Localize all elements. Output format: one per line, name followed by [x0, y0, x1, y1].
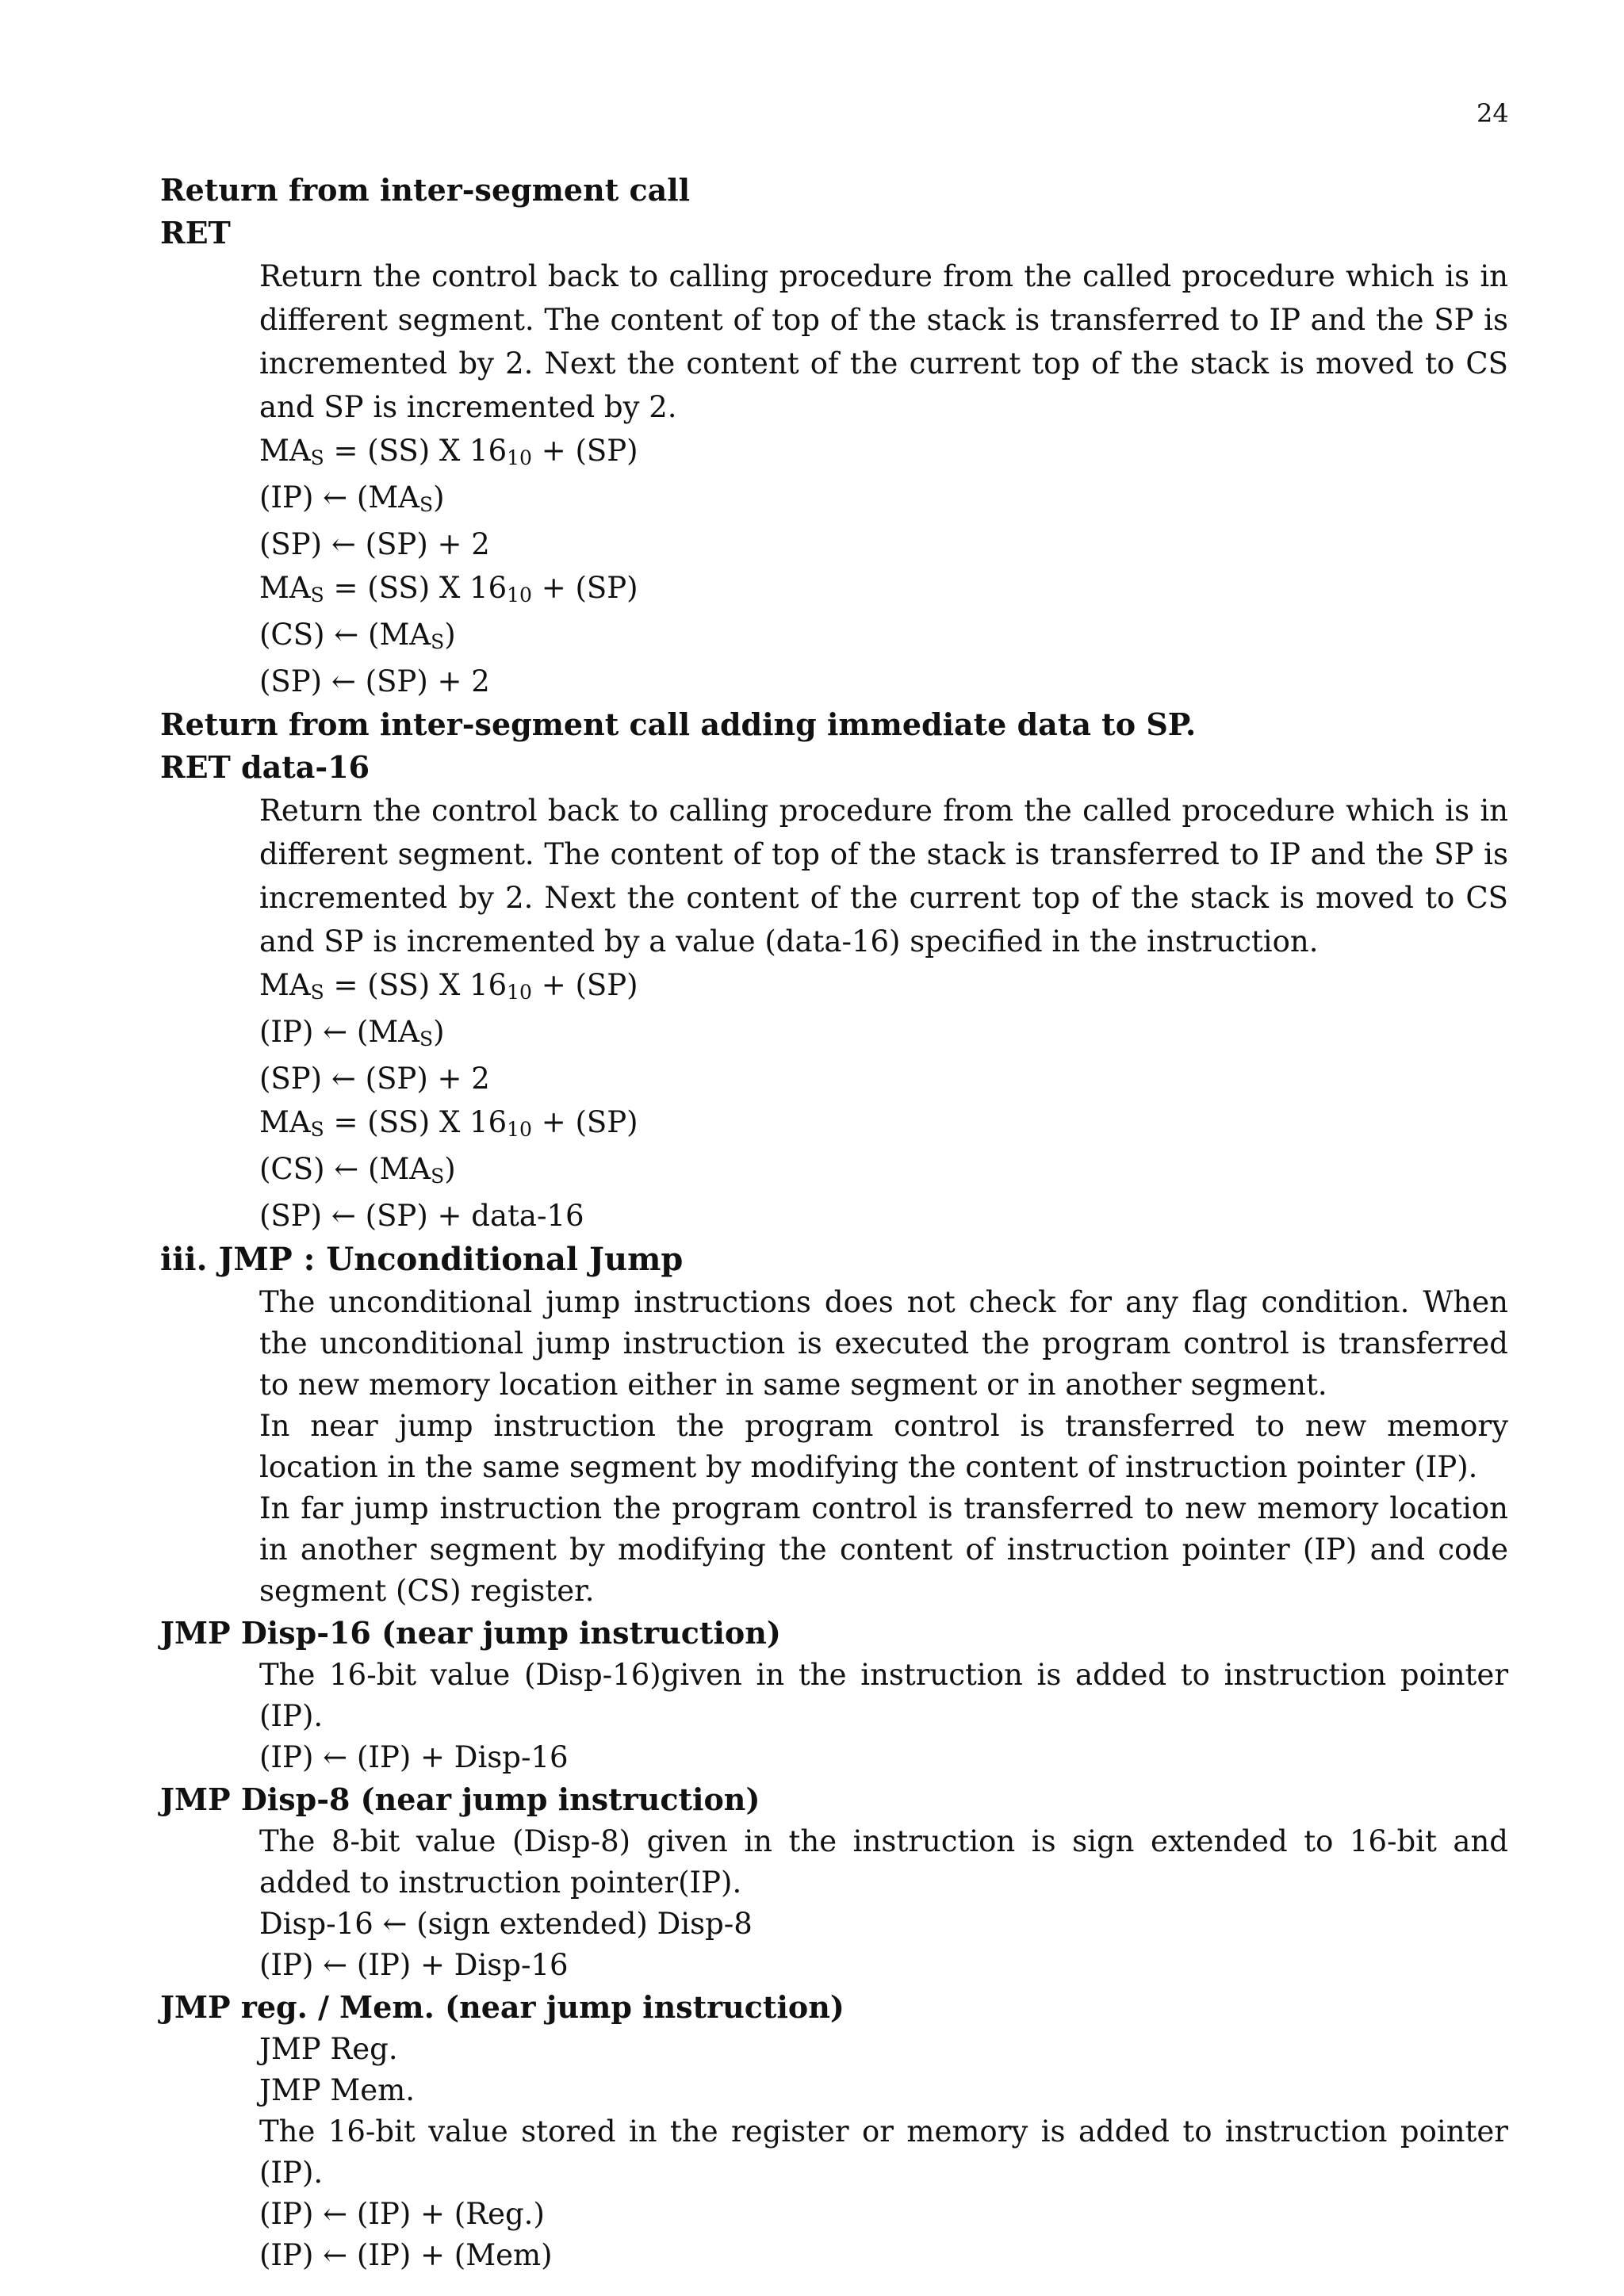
jmp-reg-mem-body — [160, 2029, 1508, 2276]
ret-data-eq-1: MAS = (SS) X 1610 + (SP) — [259, 968, 638, 1004]
jmp-disp16-eq-1: (IP) ← (IP) + Disp-16 — [259, 1740, 569, 1774]
ret-data-eq-4: MAS = (SS) X 1610 + (SP) — [259, 1105, 638, 1141]
ret-description: Return the control back to calling procedure from the called procedure which is in different segment. The content of top of the stack is transferred to IP and the SP is incremented by 2. Next the content of the current top of the stack is moved to CS and SP is incremented by 2. — [259, 259, 1508, 424]
jmp-disp8-eq-1: Disp-16 ← (sign extended) Disp-8 — [259, 1907, 753, 1941]
jmp-para-3: In far jump instruction the program control is transferred to new memory location in another segment by modifying the content of instruction pointer (IP) and code segment (CS) register. — [259, 1491, 1508, 1608]
ret-eq-1: MAS = (SS) X 1610 + (SP) — [259, 434, 638, 469]
mnemonic-ret-data: RET data-16 — [160, 749, 370, 785]
ret-data-eq-6: (SP) ← (SP) + data-16 — [259, 1199, 584, 1233]
ret-data-eq-3: (SP) ← (SP) + 2 — [259, 1062, 490, 1096]
jmp-disp8-body — [160, 1821, 1508, 1986]
ret-eq-6: (SP) ← (SP) + 2 — [259, 664, 490, 698]
ret-data-description: Return the control back to calling procedure from the called procedure which is in different segment. The content of top of the stack is transferred to IP and the SP is incremented by 2. Next the content of the current top of the stack is moved to CS and SP is incremented by a value (data-16) specified in the instruction. — [259, 794, 1508, 959]
jmp-reg-line: JMP Reg. — [259, 2032, 398, 2066]
ret-body — [160, 254, 1508, 703]
jmp-para-1: The unconditional jump instructions does not check for any flag condition. When the unconditional jump instruction is executed the program control is transferred to new memory location either in same segment or in another segment. — [259, 1285, 1508, 1402]
section-title-ret: Return from inter-segment call — [160, 172, 691, 208]
jmp-disp8-description: The 8-bit value (Disp-8) given in the instruction is sign extended to 16-bit and added to instruction pointer(IP). — [259, 1824, 1508, 1900]
jmp-reg-eq: (IP) ← (IP) + (Reg.) — [259, 2197, 545, 2231]
jmp-body — [160, 1282, 1508, 1612]
ret-data-body — [160, 789, 1508, 1238]
page-content — [160, 169, 1508, 2276]
ret-eq-2: (IP) ← (MAS) — [259, 480, 445, 516]
ret-eq-5: (CS) ← (MAS) — [259, 618, 456, 653]
ret-data-eq-5: (CS) ← (MAS) — [259, 1152, 456, 1188]
jmp-disp16-description: The 16-bit value (Disp-16)given in the instruction is added to instruction pointer (IP). — [259, 1658, 1508, 1733]
ret-eq-4: MAS = (SS) X 1610 + (SP) — [259, 571, 638, 607]
jmp-disp8-eq-2: (IP) ← (IP) + Disp-16 — [259, 1948, 569, 1982]
jmp-mem-line: JMP Mem. — [259, 2073, 416, 2107]
ret-data-eq-2: (IP) ← (MAS) — [259, 1015, 445, 1050]
section-title-jmp-disp8: JMP Disp-8 (near jump instruction) — [160, 1781, 760, 1817]
jmp-reg-mem-description: The 16-bit value stored in the register or memory is added to instruction pointer (IP). — [259, 2114, 1508, 2190]
section-title-jmp-disp16: JMP Disp-16 (near jump instruction) — [160, 1615, 781, 1651]
section-title-jmp-reg-mem: JMP reg. / Mem. (near jump instruction) — [160, 1989, 845, 2025]
jmp-mem-eq: (IP) ← (IP) + (Mem) — [259, 2238, 553, 2272]
mnemonic-ret: RET — [160, 215, 231, 251]
page-number: 24 — [1477, 98, 1509, 128]
jmp-disp16-body — [160, 1655, 1508, 1778]
section-title-jmp: iii. JMP : Unconditional Jump — [160, 1241, 684, 1278]
jmp-para-2: In near jump instruction the program control is transferred to new memory location in the same segment by modifying the content of instruction pointer (IP). — [259, 1409, 1508, 1484]
ret-eq-3: (SP) ← (SP) + 2 — [259, 527, 490, 561]
section-title-ret-data: Return from inter-segment call adding immediate data to SP. — [160, 706, 1197, 742]
